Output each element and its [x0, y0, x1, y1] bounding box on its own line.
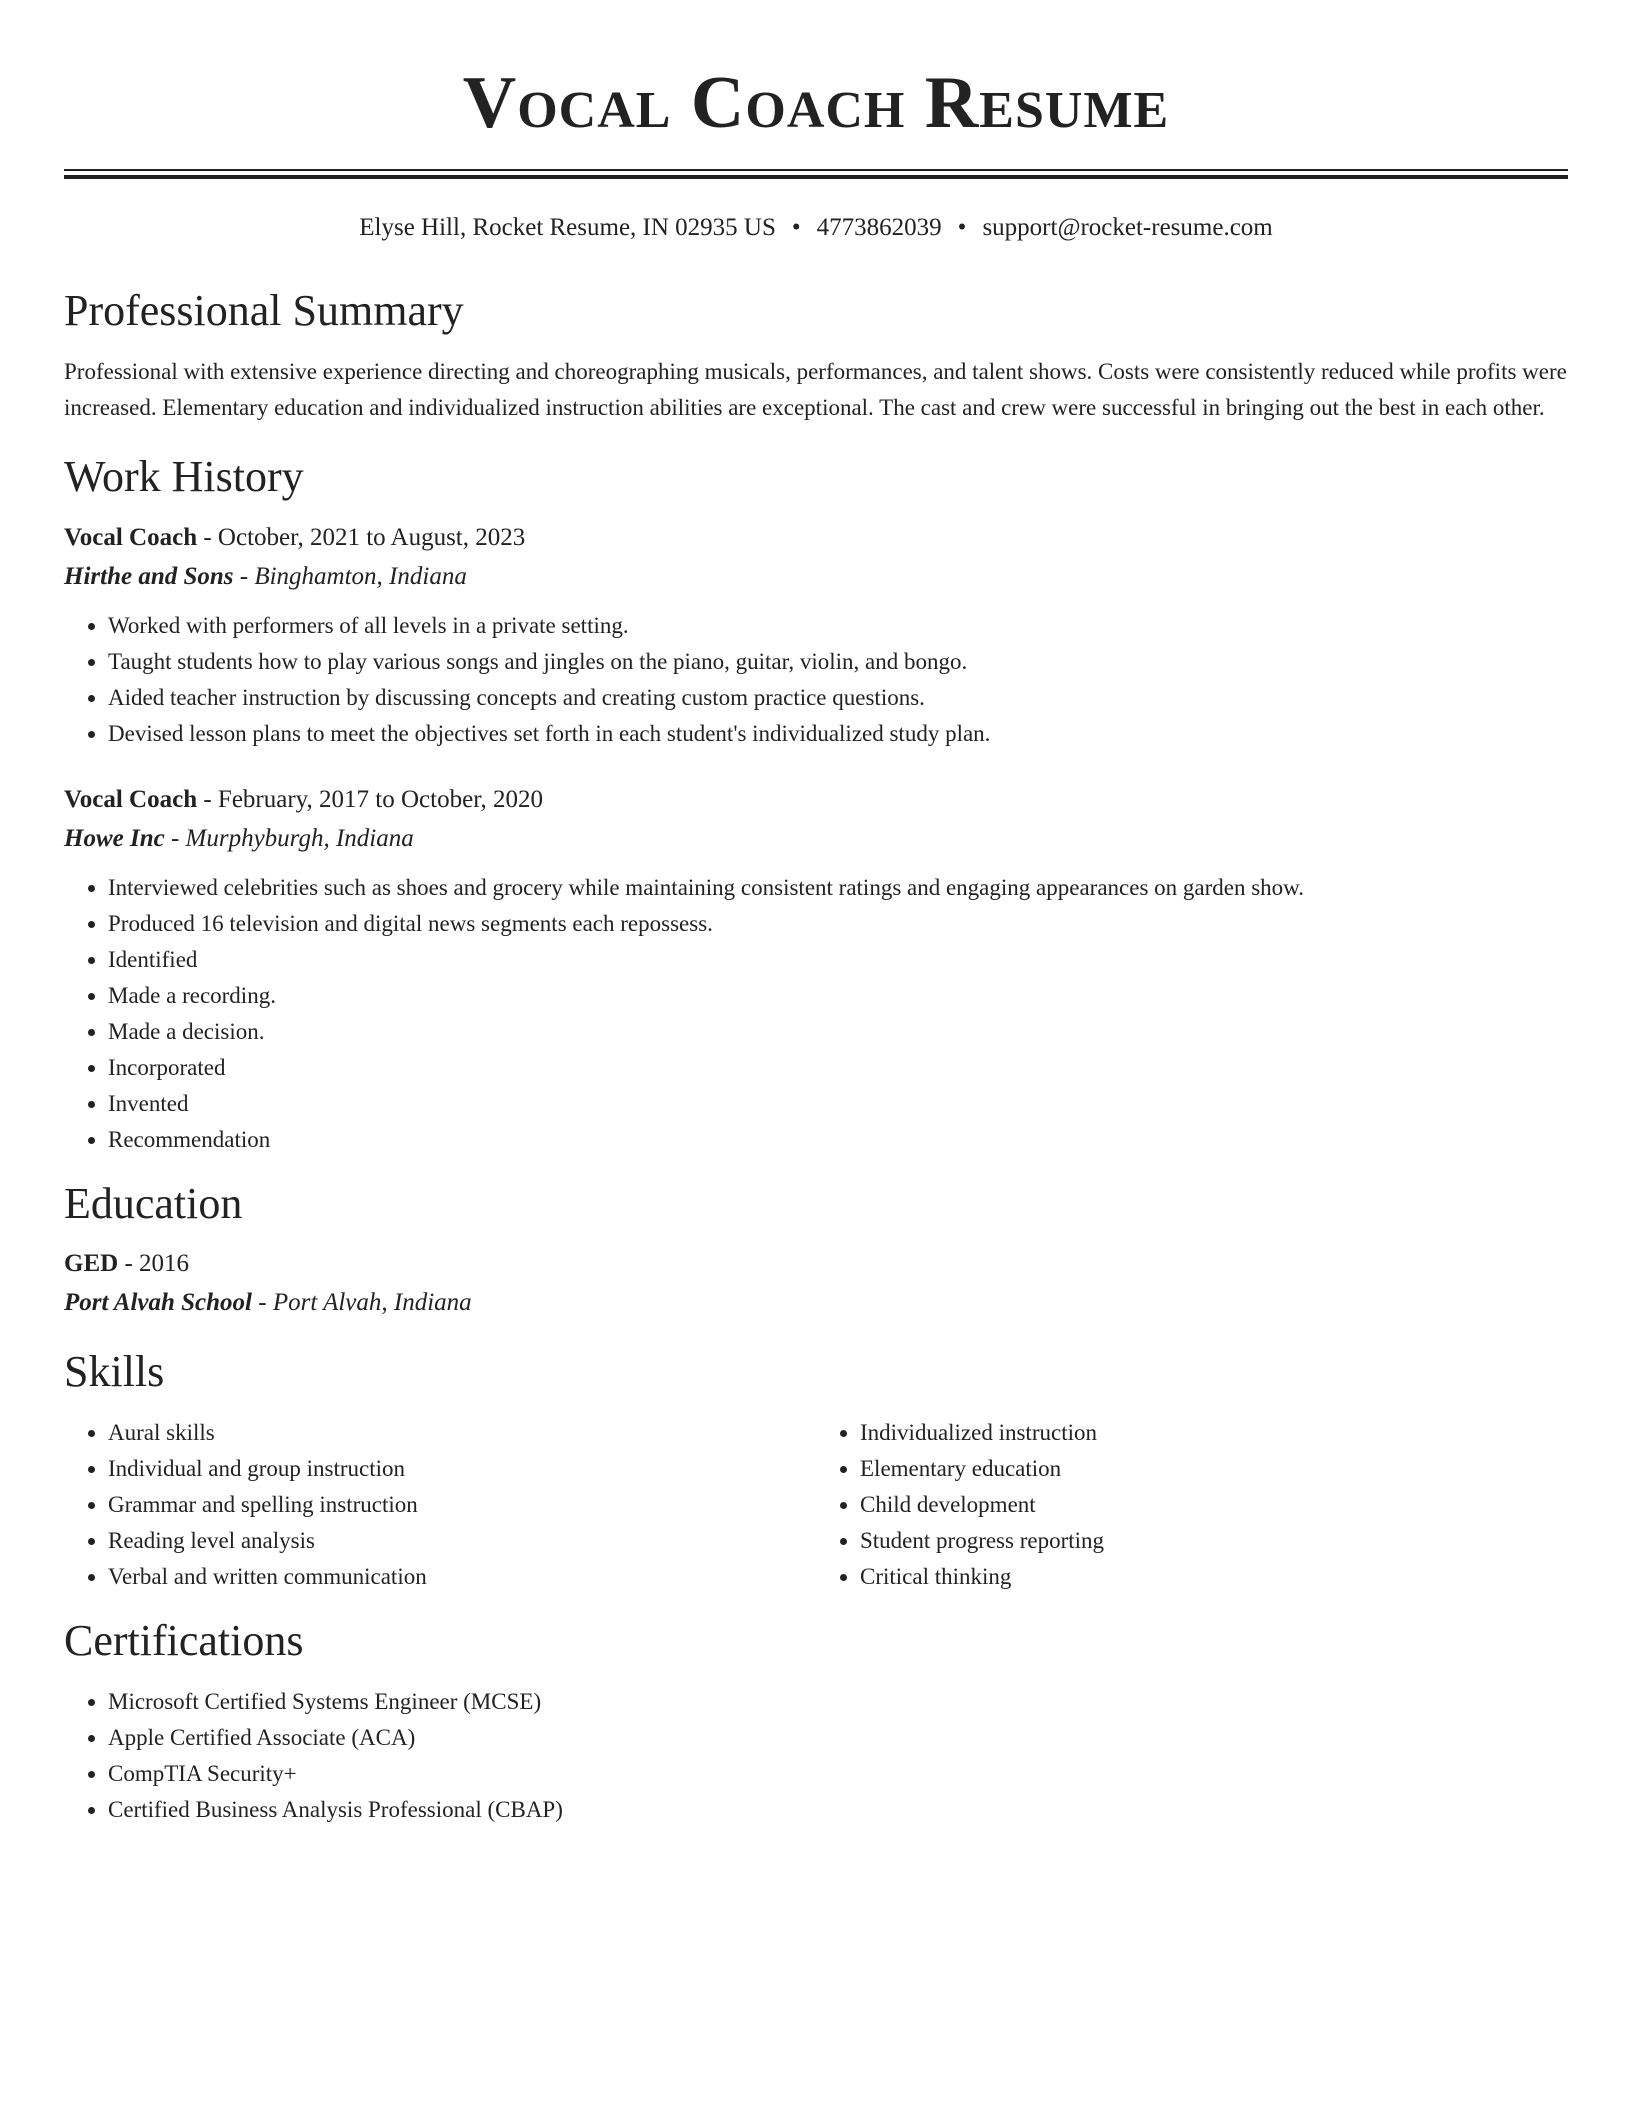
summary-heading: Professional Summary — [64, 286, 464, 335]
contact-line — [64, 213, 1568, 243]
summary-text: Professional with extensive experience directing and choreographing musicals, performances, and talent shows. Costs were consistently reduced while profits were increased. Elementary education and individualized instruction abilities are exceptional. The cast and crew were successful in bringing out the best in each other. — [64, 358, 1567, 420]
list-item: • Critical thinking — [860, 1559, 1568, 1595]
job-title-line — [64, 785, 1568, 815]
school-name: Port Alvah School — [64, 1289, 252, 1317]
employer-name: Howe Inc — [64, 824, 165, 852]
skills-heading: Skills — [64, 1347, 165, 1397]
education-heading: Education — [64, 1178, 243, 1228]
list-item: • Interviewed celebrities such as shoes and grocery while maintaining consistent ratings and engaging appearances on garden show. — [108, 870, 1568, 906]
job-entry — [64, 523, 1568, 752]
list-item: • Identified — [108, 942, 1568, 978]
list-item: • Microsoft Certified Systems Engineer (MCSE) — [108, 1684, 1568, 1720]
summary-section — [64, 285, 1568, 426]
employer-name: Hirthe and Sons — [64, 562, 234, 590]
contact-separator: • — [791, 214, 801, 241]
list-item: • Aided teacher instruction by discussing concepts and creating custom practice questions. — [108, 680, 1568, 716]
degree-name: GED — [64, 1250, 119, 1278]
list-item: • Grammar and spelling instruction — [108, 1487, 816, 1523]
skills-grid — [64, 1415, 1568, 1595]
list-item: • Certified Business Analysis Professional (CBAP) — [108, 1792, 1568, 1828]
list-item: • Worked with performers of all levels in a private setting. — [108, 608, 1568, 644]
list-item: • Produced 16 television and digital news segments each repossess. — [108, 906, 1568, 942]
job-dates: - October, 2021 to August, 2023 — [197, 523, 526, 551]
page-title: Vocal Coach Resume — [462, 62, 1170, 144]
employer-line — [64, 562, 1568, 592]
list-item: • Individual and group instruction — [108, 1451, 816, 1487]
employer-line — [64, 824, 1568, 854]
list-item: • Made a decision. — [108, 1014, 1568, 1050]
list-item: • Incorporated — [108, 1050, 1568, 1086]
job-entry — [64, 785, 1568, 1158]
degree-line — [64, 1249, 1568, 1279]
work-history-heading: Work History — [64, 451, 304, 501]
work-history-section — [64, 451, 1568, 1158]
certifications-section — [64, 1615, 1568, 1828]
school-location: - Port Alvah, Indiana — [252, 1289, 472, 1317]
contact-phone: 4773862039 — [816, 214, 942, 241]
list-item: • Invented — [108, 1086, 1568, 1122]
job-duties-list — [64, 608, 1568, 752]
list-item: • Student progress reporting — [860, 1523, 1568, 1559]
list-item: • CompTIA Security+ — [108, 1756, 1568, 1792]
contact-separator: • — [957, 214, 967, 241]
education-section — [64, 1178, 1568, 1319]
list-item: • Apple Certified Associate (ACA) — [108, 1720, 1568, 1756]
job-title: Vocal Coach — [64, 785, 198, 813]
list-item: • Reading level analysis — [108, 1523, 816, 1559]
contact-address: Elyse Hill, Rocket Resume, IN 02935 US — [359, 214, 776, 241]
list-item: • Individualized instruction — [860, 1415, 1568, 1451]
certifications-heading: Certifications — [64, 1616, 304, 1666]
list-item: • Verbal and written communication — [108, 1559, 816, 1595]
certifications-list — [64, 1684, 1568, 1828]
list-item: • Taught students how to play various songs and jingles on the piano, guitar, violin, and bongo. — [108, 644, 1568, 680]
degree-year: - 2016 — [118, 1250, 190, 1278]
job-duties-list — [64, 870, 1568, 1158]
job-dates: - February, 2017 to October, 2020 — [197, 785, 544, 813]
job-title: Vocal Coach — [64, 523, 198, 551]
list-item: • Made a recording. — [108, 978, 1568, 1014]
skills-list-right — [816, 1415, 1568, 1595]
list-item: • Recommendation — [108, 1122, 1568, 1158]
skills-section — [64, 1346, 1568, 1595]
list-item: • Child development — [860, 1487, 1568, 1523]
list-item: • Aural skills — [108, 1415, 816, 1451]
school-line — [64, 1288, 1568, 1318]
employer-location: - Murphyburgh, Indiana — [164, 824, 414, 852]
list-item: • Devised lesson plans to meet the objectives set forth in each student's individualized study plan. — [108, 716, 1568, 752]
employer-location: - Binghamton, Indiana — [233, 562, 467, 590]
list-item: • Elementary education — [860, 1451, 1568, 1487]
job-title-line — [64, 523, 1568, 553]
skills-list-left — [64, 1415, 816, 1595]
title-divider — [64, 169, 1568, 179]
contact-email: support@rocket-resume.com — [982, 214, 1273, 241]
